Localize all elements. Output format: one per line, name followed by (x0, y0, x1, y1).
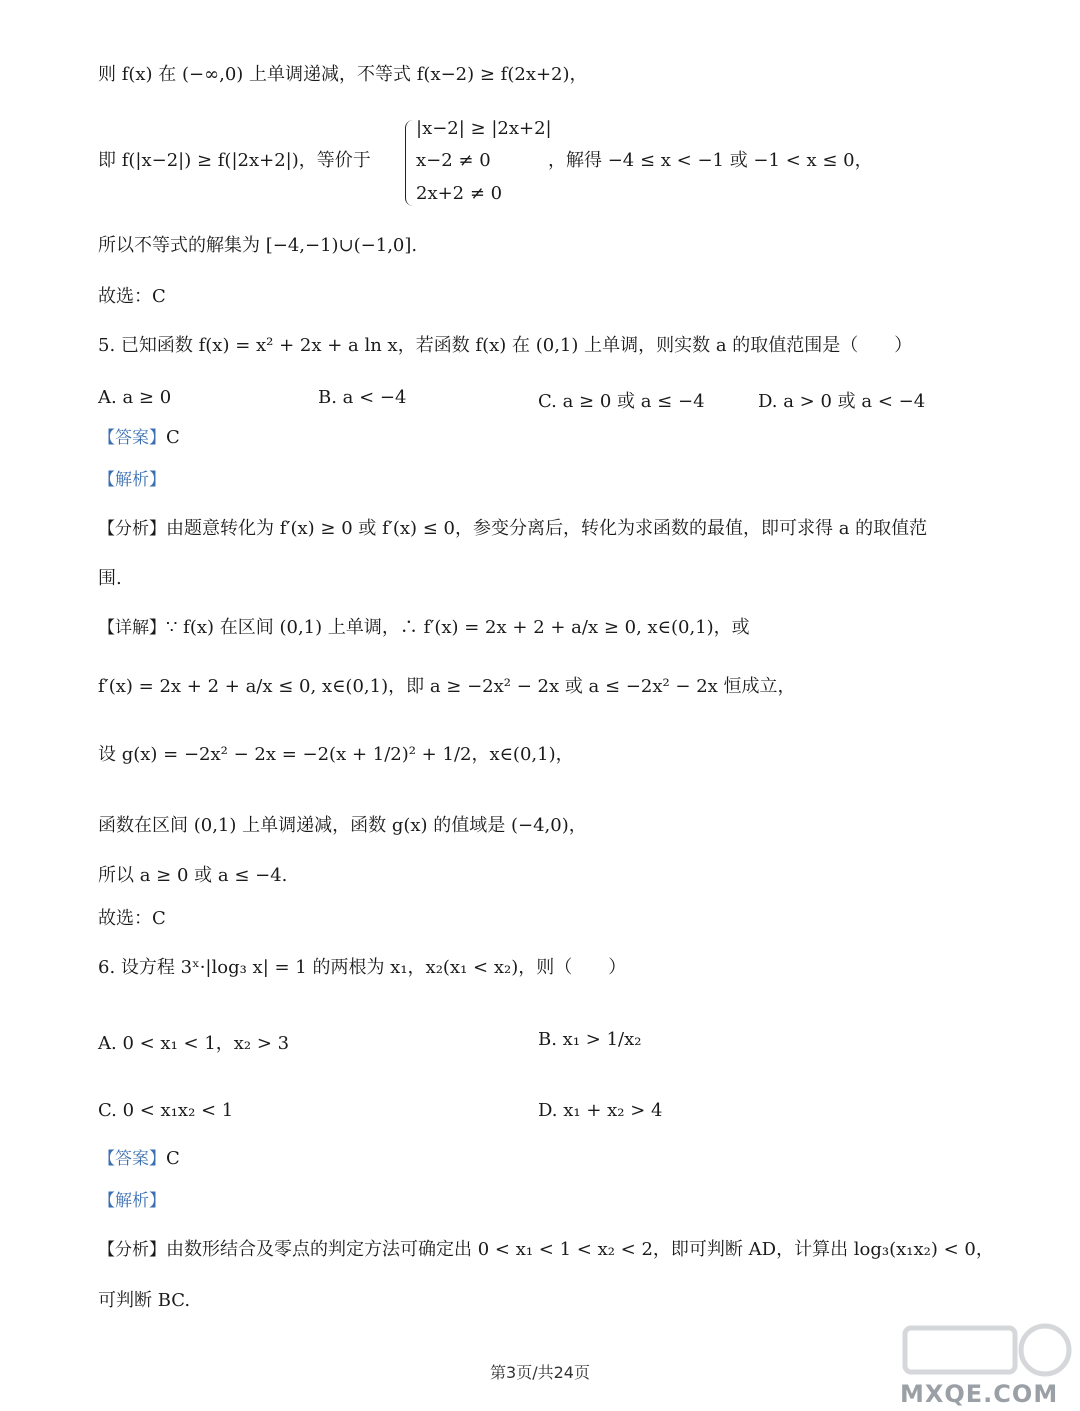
question-6: 6. 设方程 3ˣ·|log₃ x| = 1 的两根为 x₁，x₂(x₁ < x₂)，则（ ） (98, 957, 627, 978)
q5-fenxi-1 (98, 520, 927, 538)
q6-option-c: C. 0 < x₁x₂ < 1 (98, 1100, 234, 1121)
q6-fenxi-2: 可判断 BC. (98, 1290, 191, 1311)
text-line-2-right: ，解得 −4 ≤ x < −1 或 −1 < x ≤ 0， (548, 150, 873, 171)
q5-option-a: A. a ≥ 0 (98, 387, 172, 408)
q6-fenxi-1 (98, 1241, 994, 1259)
q6-answer-value: C (166, 1148, 180, 1169)
text-line-4: 故选：C (98, 286, 166, 307)
page-footer: 第3页/共24页 (490, 1363, 590, 1382)
q5-answer-value: C (166, 427, 180, 448)
q5-fenxi-text: 由题意转化为 f′(x) ≥ 0 或 f′(x) ≤ 0，参变分离后，转化为求函数的最值，即可求得 a 的取值范 (166, 518, 928, 539)
system-eq-1: |x−2| ≥ |2x+2| (416, 118, 552, 139)
text-line-1: 则 f(x) 在 (−∞,0) 上单调递减，不等式 f(x−2) ≥ f(2x+2)， (98, 64, 588, 85)
answer-tag: 【答案】 (98, 1149, 166, 1169)
q5-detail-1 (98, 619, 750, 637)
question-5: 5. 已知函数 f(x) = x² + 2x + a ln x，若函数 f(x) 在 (0,1) 上单调，则实数 a 的取值范围是（ ） (98, 335, 913, 356)
fenxi-tag: 【分析】 (98, 1240, 166, 1260)
system-eq-3: 2x+2 ≠ 0 (416, 183, 503, 204)
q5-option-c: C. a ≥ 0 或 a ≤ −4 (538, 391, 705, 412)
jiexi-tag: 【解析】 (98, 470, 166, 490)
system-brace (405, 120, 416, 206)
q6-option-d: D. x₁ + x₂ > 4 (538, 1100, 663, 1121)
q5-option-b: B. a < −4 (318, 387, 407, 408)
watermark-text: MXQE.COM (900, 1380, 1059, 1408)
q5-detail-6: 故选：C (98, 908, 166, 929)
q5-answer (98, 429, 180, 447)
q5-detail-1-text: ∵ f(x) 在区间 (0,1) 上单调，∴ f′(x) = 2x + 2 + a/x ≥ 0, x∈(0,1)，或 (166, 617, 750, 638)
text-line-2-left: 即 f(|x−2|) ≥ f(|2x+2|)，等价于 (98, 150, 371, 171)
text-line-3: 所以不等式的解集为 [−4,−1)∪(−1,0]. (98, 235, 418, 256)
jiexi-tag: 【解析】 (98, 1191, 166, 1211)
fenxi-tag: 【分析】 (98, 519, 166, 539)
q6-jiexi (98, 1192, 166, 1210)
q6-option-a: A. 0 < x₁ < 1，x₂ > 3 (98, 1033, 290, 1054)
q6-fenxi-text: 由数形结合及零点的判定方法可确定出 0 < x₁ < 1 < x₂ < 2，即可判断 AD，计算出 log₃(x₁x₂) < 0， (166, 1239, 994, 1260)
xiangjie-tag: 【详解】 (98, 618, 166, 638)
system-eq-2: x−2 ≠ 0 (416, 150, 491, 171)
q5-detail-2: f′(x) = 2x + 2 + a/x ≤ 0, x∈(0,1)，即 a ≥ −2x² − 2x 或 a ≤ −2x² − 2x 恒成立， (98, 676, 796, 697)
q5-fenxi-2: 围. (98, 568, 122, 589)
answer-tag: 【答案】 (98, 428, 166, 448)
q5-detail-3: 设 g(x) = −2x² − 2x = −2(x + 1/2)² + 1/2，x∈(0,1)， (98, 744, 574, 765)
q6-option-b: B. x₁ > 1/x₂ (538, 1029, 642, 1050)
q5-option-d: D. a > 0 或 a < −4 (758, 391, 926, 412)
q5-detail-5: 所以 a ≥ 0 或 a ≤ −4. (98, 865, 288, 886)
q5-jiexi (98, 471, 166, 489)
q6-answer (98, 1150, 180, 1168)
q5-detail-4: 函数在区间 (0,1) 上单调递减，函数 g(x) 的值域是 (−4,0)， (98, 815, 587, 836)
